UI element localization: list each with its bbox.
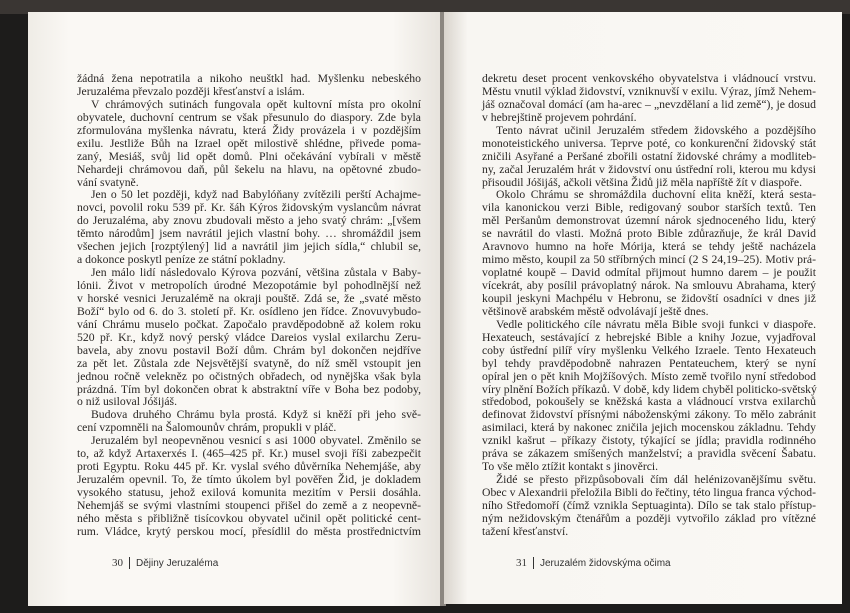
text-line: Hexateuch, sestávající z hebrejské Bible a knihy Jozue, vyjadřoval <box>482 330 816 344</box>
text-line: vznikl kašrut – příkazy čistoty, týkající se jídla; pravidla rodinného <box>482 434 816 448</box>
text-line: lónii. Život v metropolích úrodné Mezopotámie byl pohodlnější než <box>77 279 421 292</box>
paragraph <box>77 99 421 190</box>
body-text <box>482 73 816 539</box>
paragraph <box>482 189 816 318</box>
text-line: dekretu deset procent venkovského obyvatelstva i vládnoucí vrstvu. <box>482 72 816 85</box>
text-line: se navrátil do vlasti. Možná proto Bible zdůrazňuje, že král David <box>482 227 816 241</box>
paragraph <box>77 435 421 539</box>
text-line: vila kanonickou verzi Bible, redigovaný soubor starších textů. Ten <box>482 201 816 215</box>
text-line: 520 př. Kr., když nový perský vládce Dareios vyslal exilarchu Zeru- <box>77 330 421 344</box>
paragraph <box>482 125 816 190</box>
text-line: většinově arabském městě odvolávají ještě dnes. <box>482 304 709 318</box>
text-line: za pět let. Zůstala zde Nejsvětější svatyně, do níž směl vstoupit jen <box>77 356 421 370</box>
running-title: Dějiny Jeruzaléma <box>136 558 219 569</box>
left-page <box>28 12 442 606</box>
text-line: koupil jeskyni Machpélu v Hebronu, se židovští osadníci v dnes již <box>482 291 816 305</box>
page-footer <box>112 557 218 569</box>
text-line: proti Egyptu. Roku 445 př. Kr. vyslal svého důvěrníka Nehemjáše, aby <box>77 460 421 474</box>
text-line: práva se zákazem smíšených manželství; a pravidla svěcení Šabatu. <box>482 447 816 461</box>
text-line: ného města s přibližně tisícovkou obyvatel učinil opět politické cent- <box>77 511 421 525</box>
text-line: opíral jen o pět knih Mojžíšových. Místo země tvořilo nyní středobod <box>482 369 816 383</box>
text-line: Tento návrat učinil Jeruzalém středem židovského a pozdějšího <box>496 123 816 137</box>
text-line: Okolo Chrámu se shromáždila duchovní elita kněží, která sesta- <box>496 188 816 202</box>
text-line: Vedle politického cíle návratu měla Bible svoji funkci v diaspoře. <box>496 317 816 331</box>
text-line: Nehemjáš se svými vlastními stoupenci přišel do země a z neopevně- <box>77 498 421 512</box>
text-line: V chrámových sutinách fungovala opět kultovní místa pro okolní <box>91 97 421 111</box>
text-line: definovat židovství přísnými náboženskými zákony. To mělo zabránit <box>482 408 816 422</box>
paragraph <box>77 267 421 409</box>
running-title: Jeruzalém židovskýma očima <box>540 558 671 569</box>
text-line: Aravnovo humno na hoře Mórija, která se tehdy ještě nacházela <box>482 240 816 254</box>
text-line: Jen málo lidí následovalo Kýrova pozvání, většina zůstala v Baby- <box>91 266 421 280</box>
text-line: voplatné koupě – David odmítal přijmout humno darem – je použit <box>482 266 816 280</box>
footer-divider <box>533 557 534 569</box>
text-line: obyvatele, duchovní centrum se však přesunulo do diaspory. Zde byla <box>77 110 421 124</box>
text-line: a dokonce poskytl peníze ze státní pokladny. <box>77 253 286 267</box>
text-line: Boží“ bylo od 6. do 3. století př. Kr. osídleno jen řídce. Znovuvybudo- <box>77 304 421 318</box>
text-line: v hebrejštině projevem pohrdání. <box>482 110 637 124</box>
paragraph <box>482 73 816 125</box>
text-line: Nehardeji chrámovou daň, půl šekelu na hlavu, na opětovné zbudo- <box>77 162 421 176</box>
text-line: ným nežidovským čtenářům a později vytvořilo základ pro vítězné <box>482 511 816 525</box>
text-line: To vše mělo ztížit kontakt s jinověrci. <box>482 460 659 474</box>
text-line: Budova druhého Chrámu byla prostá. Když si kněží při jeho svě- <box>91 408 421 422</box>
text-line: měl Peršanům demonstrovat územní nárok sjednoceného lidu, který <box>482 214 816 228</box>
paragraph <box>77 409 421 435</box>
text-line: vysokého statusu, jehož exilová komunita mezitím v Persii dosáhla. <box>77 486 421 499</box>
text-line: bavela, aby znovu postavil Boží dům. Chrám byl dokončen nejdříve <box>77 343 421 357</box>
text-line: mimo město, koupil za 50 stříbrných mincí (2 S 24,19–25). Motiv prá- <box>482 253 816 267</box>
text-line: vání svatyně. <box>77 175 139 189</box>
text-line: v horské vesnici Jeruzalémě na okraji pouště. Zdá se, že „svaté město <box>77 291 421 305</box>
text-line: Jeruzalém byl neopevněnou vesnicí s asi 1000 obyvatel. Změnilo se <box>91 434 421 448</box>
paragraph <box>77 189 421 267</box>
text-line: všechen jejich [rozptýlený] lid a navrátil jim jejich sídla,“ chlubil se, <box>77 240 421 254</box>
text-line: to, až když Artaxerxés I. (465–425 př. Kr.) musel svoji říši zabezpečit <box>77 447 421 461</box>
text-line: zničili Asyřané a Peršané zbořili ostatní židovské chrámy a modliteb- <box>482 149 816 163</box>
text-line: Jeruzalém opevnil. To, že tímto úkolem byl pověřen Žid, je dokladem <box>77 473 421 487</box>
text-line: Městu vnutil výklad židovství, vzniknuvší v exilu. Výraz, jímž Nehem- <box>482 84 816 98</box>
text-line: asimilaci, která by nakonec zničila jejich mocenskou základnu. Tehdy <box>482 421 816 435</box>
text-line: středobod, pokoušely se kněžská kasta a vládnoucí vrstva exilarchů <box>482 395 816 409</box>
text-line: vání Chrámu muselo počkat. Započalo pravděpodobně až kolem roku <box>77 317 421 331</box>
text-line: jáš označoval domácí (am ha-arec – „nevzdělaní a lid země“), je dosud <box>482 97 816 111</box>
page-footer <box>516 557 671 569</box>
text-line: Židé se přesto přizpůsobovali čím dál helénizovanějšímu světu. <box>496 473 816 487</box>
text-line: rum. Vládce, krytý perskou mocí, přesídlil do města prostřednictvím <box>77 524 421 538</box>
text-line: monoteistického universa. Teprve poté, co konkurenční židovský stát <box>482 136 816 150</box>
text-line: ního Středomoří (čímž vznikla Septuaginta). Dílo se tak stalo přístup- <box>482 498 816 512</box>
paragraph <box>482 474 816 539</box>
text-line: exilu. Jestliže Bůh na Izrael opět milostivě shlédne, přivede poma- <box>77 136 421 150</box>
text-line: do Jeruzaléma, aby znovu zbudovali město a jeho svatý chrám: „[všem <box>77 214 421 228</box>
text-line: ny, začal Jeruzalém hrát v židovství onu ústřední roli, kterou mu kdysi <box>482 162 816 176</box>
text-line: těmto národům] jsem navrátil jejich vlastní bohy. … shromáždil jsem <box>77 227 421 241</box>
paragraph <box>77 73 421 99</box>
text-line: o niž usiloval Jóšijáš. <box>77 395 177 409</box>
footer-divider <box>129 557 130 569</box>
text-line: Obec v Alexandrii přeložila Bibli do řečtiny, této lingua franca východ- <box>482 486 816 499</box>
body-text <box>77 73 421 539</box>
text-line: tažení křesťanství. <box>482 524 569 538</box>
paragraph <box>482 319 816 474</box>
text-line: zformulována myšlenka návratu, která Židy provázela i v pozdějším <box>77 123 421 137</box>
text-line: vícekrát, aby posílil právoplatný nárok. Na smlouvu Abrahama, který <box>482 279 816 292</box>
text-line: cení vzpomněli na Šalomounův chrám, propukli v pláč. <box>77 421 337 435</box>
text-line: žádná žena nepotratila a nikoho neuštkl had. Myšlenku nebeského <box>77 72 421 85</box>
text-line: víry plnění Božích příkazů. V době, kdy lidem chyběl politicko-světský <box>482 382 817 396</box>
text-line: prázdná. Tím byl dokončen obrat k abstraktní víře v Boha bez podoby, <box>77 382 421 396</box>
text-line: Jen o 50 let později, když nad Babylóňany zvítězili perští Achajme- <box>91 188 421 202</box>
text-line: zaný, Mesiáš, svůj lid opět domů. Plni očekávání vybírali v městě <box>77 149 421 163</box>
text-line: coby ústřední pilíř víry myšlenku Velkého Izraele. Tento Hexateuch <box>482 343 816 357</box>
page-number: 31 <box>516 557 527 569</box>
text-line: novci, povolil roku 539 př. Kr. šáh Kýros židovským vyslancům návrat <box>77 201 421 215</box>
text-line: přisoudil Jóšijáš, ačkoli většina Židů již měla napříště žít v diaspoře. <box>482 175 803 189</box>
page-number: 30 <box>112 557 123 569</box>
right-page <box>444 12 842 604</box>
text-line: Jeruzaléma převzalo později křesťanství a islám. <box>77 84 305 98</box>
text-line: jednou ročně velekněz po očistných obřadech, od nynějška však byla <box>77 369 421 383</box>
text-line: byl tehdy pravděpodobně nahrazen Pentateuchem, který se nyní <box>482 356 816 370</box>
